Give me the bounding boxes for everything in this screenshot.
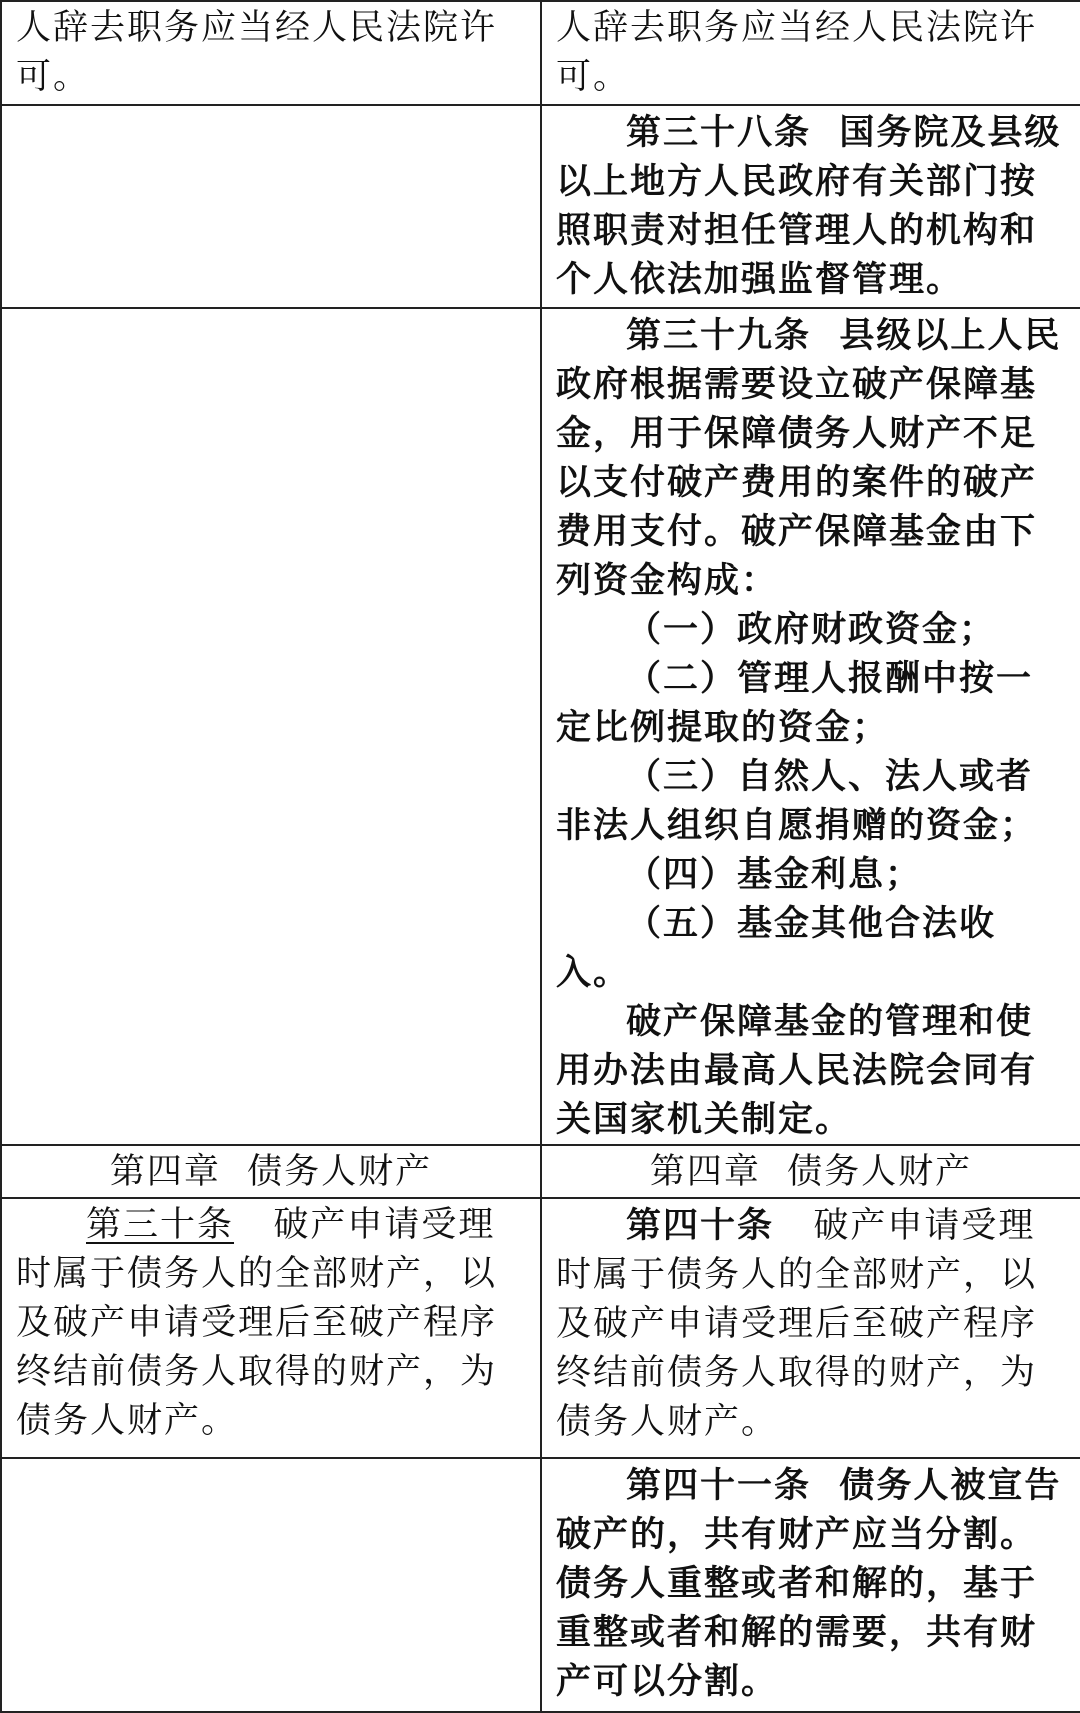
article-body: 破产申请受理时属于债务人的全部财产，以及破产申请受理后至破产程序终结前债务人取得的财产，为债务人财产。: [16, 1205, 498, 1441]
table-row: [1, 105, 1080, 308]
old-law-text: 人辞去职务应当经人民法院许可。: [16, 8, 498, 97]
article-label: 第三十条: [86, 1205, 235, 1245]
new-law-cell: [541, 308, 1080, 1145]
article-body: 破产申请受理时属于债务人的全部财产，以及破产申请受理后至破产程序终结前债务人取得的财产，为债务人财产。: [556, 1206, 1038, 1442]
table-row: [1, 1198, 1080, 1458]
list-item: （一）政府财政资金；: [626, 609, 997, 650]
article-label: 第四十一条: [626, 1465, 812, 1506]
article-body: 国务院及县级以上地方人民政府有关部门按照职责对担任管理人的机构和个人依法加强监督管理。: [556, 112, 1062, 300]
article-paragraph: [556, 1201, 1066, 1447]
article-paragraph: [556, 108, 1066, 304]
old-law-cell: [1, 1198, 541, 1458]
old-chapter-cell: [1, 1145, 541, 1198]
table-row: [1, 308, 1080, 1145]
new-law-cell: [541, 105, 1080, 308]
article-body: 债务人被宣告破产的，共有财产应当分割。债务人重整或者和解的，基于重整或者和解的需要，共有财产可以分割。: [556, 1465, 1062, 1702]
article-label: 第三十八条: [626, 112, 812, 153]
new-law-cell: [541, 1, 1080, 105]
new-chapter-cell: [541, 1145, 1080, 1198]
table-row: [1, 1145, 1080, 1198]
list-item: （四）基金利息；: [626, 854, 923, 895]
article-paragraph: [16, 1201, 526, 1446]
article-body: 县级以上人民政府根据需要设立破产保障基金，用于保障债务人财产不足以支付破产费用的案件的破产费用支付。破产保障基金由下列资金构成：: [556, 315, 1062, 601]
list-item: （五）基金其他合法收入。: [556, 903, 997, 993]
old-law-cell: [1, 1, 541, 105]
list-item: （三）自然人、法人或者非法人组织自愿捐赠的资金；: [556, 756, 1038, 846]
old-law-cell-empty: [1, 1458, 541, 1712]
article-label: 第三十九条: [626, 315, 812, 356]
table-row: [1, 1458, 1080, 1712]
old-law-cell-empty: [1, 308, 541, 1145]
article-paragraph: [556, 311, 1066, 605]
list-item: （二）管理人报酬中按一定比例提取的资金；: [556, 658, 1034, 748]
table-row: [1, 1, 1080, 105]
new-law-cell: [541, 1198, 1080, 1458]
new-law-text: 人辞去职务应当经人民法院许可。: [556, 8, 1038, 97]
closing-paragraph: 破产保障基金的管理和使用办法由最高人民法院会同有关国家机关制定。: [556, 1001, 1038, 1140]
chapter-heading: 第四章 债务人财产: [649, 1152, 973, 1192]
chapter-heading: 第四章 债务人财产: [109, 1152, 433, 1192]
article-label: 第四十条: [626, 1205, 775, 1246]
article-paragraph: [556, 1461, 1066, 1706]
old-law-cell-empty: [1, 105, 541, 308]
new-law-cell: [541, 1458, 1080, 1712]
